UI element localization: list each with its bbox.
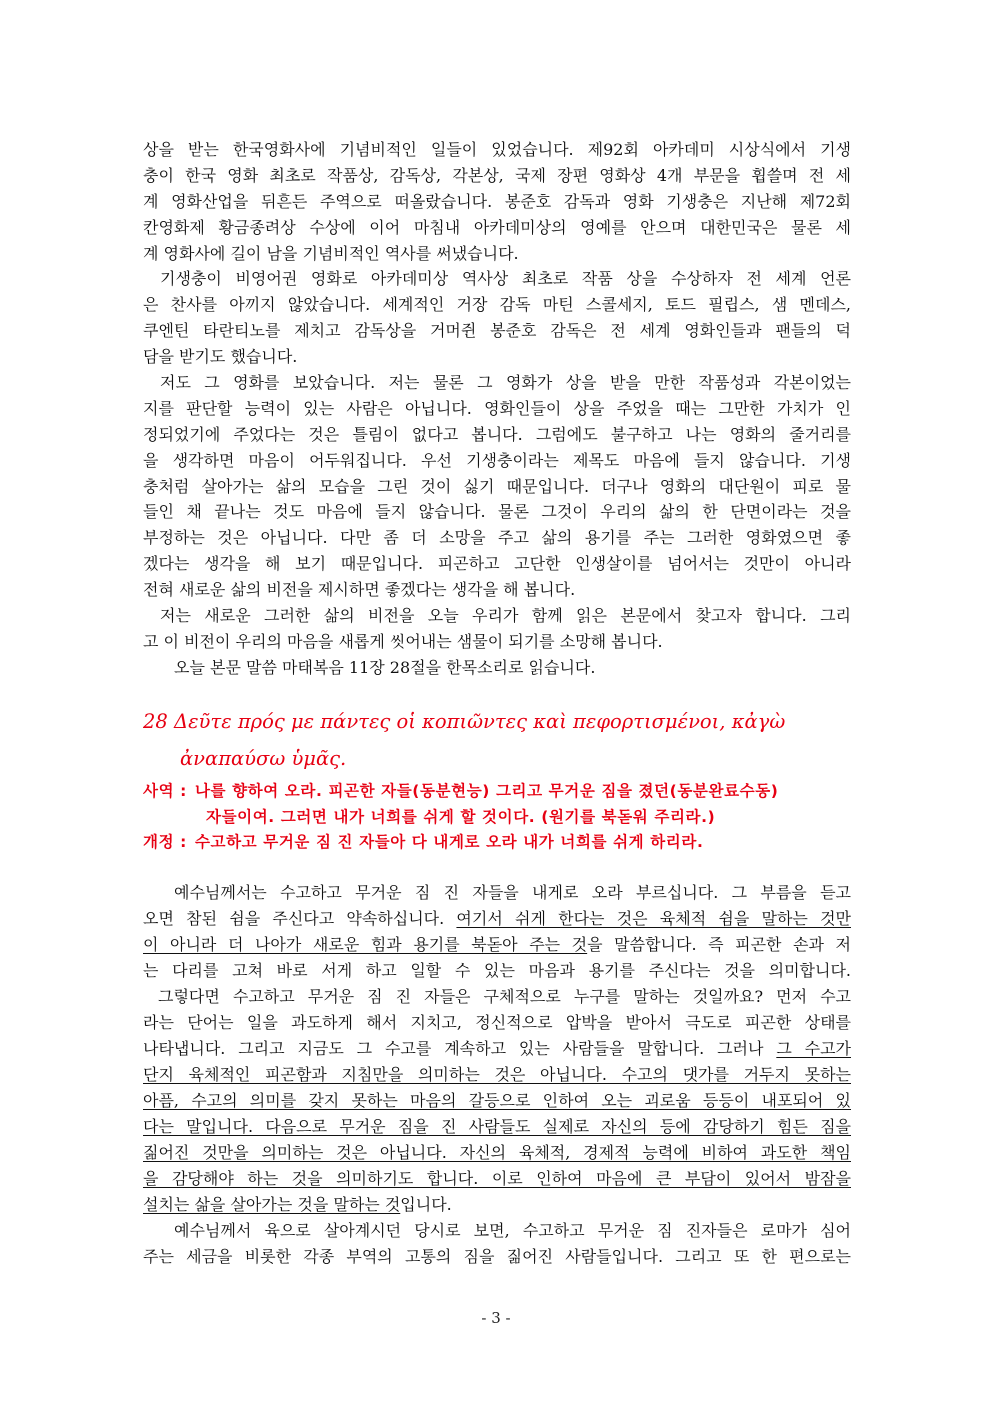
text-line: 지를 판단할 능력이 있는 사람은 아닙니다. 영화인들이 상을 주었을 때는 그만한 가치가 인 bbox=[143, 398, 851, 418]
text-segment: 주는 세금을 비롯한 각종 부역의 고통의 짐을 짊어진 사람들입니다. 그리고 또 한 편으로는 bbox=[143, 1247, 851, 1266]
underlined-text: 이 아니라 더 나아가 새로운 힘과 용기를 북돋아 주는 것 bbox=[143, 935, 588, 954]
greek-verse-line: 28 Δεῦτε πρός με πάντες οἱ κοπιῶντες καὶ πεφορτισμένοι, κἀγὼ bbox=[143, 710, 786, 733]
text-line: 부정하는 것은 아닙니다. 다만 좀 더 소망을 주고 삶의 용기를 주는 그러한 영화였으면 좋 bbox=[143, 528, 851, 548]
text-line bbox=[143, 1244, 851, 1270]
text-line bbox=[143, 880, 851, 906]
intro-section bbox=[143, 137, 851, 681]
text-line bbox=[143, 1088, 851, 1114]
text-line: 저도 그 영화를 보았습니다. 저는 물론 그 영화가 상을 받을 만한 작품성과 각본이었는 bbox=[160, 373, 851, 393]
text-line: 들인 채 끝나는 것도 마음에 들지 않습니다. 물론 그것이 우리의 삶의 한 단면이라는 것을 bbox=[143, 502, 851, 522]
text-line: 계 영화사에 길이 남을 기념비적인 역사를 써냈습니다. bbox=[143, 243, 519, 263]
text-line: 충처럼 살아가는 삶의 모습을 그린 것이 싫기 때문입니다. 더구나 영화의 대단원이 피로 물 bbox=[143, 476, 851, 496]
text-segment: 는 다리를 고쳐 바로 서게 하고 일할 수 있는 마음과 용기를 주신다는 것을 의미합니다. bbox=[143, 961, 851, 980]
literal-translation bbox=[143, 779, 851, 805]
text-segment: 을 말씀합니다. 즉 피곤한 손과 저 bbox=[587, 935, 851, 954]
text-line: 쿠엔틴 타란티노를 제치고 감독상을 거머쥔 봉준호 감독은 전 세계 영화인들과 팬들의 덕 bbox=[143, 321, 851, 341]
text-segment: 오면 참된 쉼을 주신다고 약속하십니다. bbox=[143, 909, 457, 928]
text-line: 담을 받기도 했습니다. bbox=[143, 347, 298, 367]
text-line bbox=[143, 1166, 851, 1192]
underlined-text: 을 감당해야 하는 것을 의미하기도 합니다. 이로 인하여 마음에 큰 부담이 있어서 밤잠을 bbox=[143, 1169, 851, 1188]
text-line bbox=[143, 1010, 851, 1036]
text-line: 계 영화산업을 뒤흔든 주역으로 떠올랐습니다. 봉준호 감독과 영화 기생충은 지난해 제72회 bbox=[143, 191, 851, 211]
text-line: 저는 새로운 그러한 삶의 비전을 오늘 우리가 함께 읽은 본문에서 찾고자 합니다. 그리 bbox=[160, 606, 851, 626]
literal-translation-label: 사역 : bbox=[143, 782, 187, 800]
text-segment: 예수님께서는 수고하고 무거운 짐 진 자들을 내게로 오라 부르십니다. 그 부름을 듣고 bbox=[174, 883, 851, 902]
underlined-text: 다는 말입니다. 다음으로 무거운 짐을 진 사람들도 실제로 자신의 등에 감당하기 힘든 짐을 bbox=[143, 1117, 851, 1136]
revised-translation-label: 개정 : bbox=[143, 833, 187, 851]
literal-translation-text: 나를 향하여 오라. 피곤한 자들(동분현능) 그리고 무거운 짐을 졌던(동분완료수동) bbox=[194, 782, 779, 800]
text-line: 겠다는 생각을 해 보기 때문입니다. 피곤하고 고단한 인생살이를 넘어서는 것만이 아니라 bbox=[143, 554, 851, 574]
text-line bbox=[143, 932, 851, 958]
underlined-text: 여기서 쉬게 한다는 것은 육체적 쉼을 말하는 것만 bbox=[456, 909, 851, 928]
text-segment: 나타냅니다. 그리고 지금도 그 수고를 계속하고 있는 사람들을 말합니다. 그러나 bbox=[143, 1039, 777, 1058]
text-line: 고 이 비전이 우리의 마음을 새롭게 씻어내는 샘물이 되기를 소망해 봅니다. bbox=[143, 631, 663, 651]
greek-verse-line: ἀναπαύσω ὑμᾶς. bbox=[180, 747, 347, 770]
underlined-text: 단지 육체적인 피곤함과 지침만을 의미하는 것은 아닙니다. 수고의 댓가를 거두지 못하는 bbox=[143, 1065, 851, 1084]
underlined-text: 아픔, 수고의 의미를 갖지 못하는 마음의 갈등으로 인하여 오는 괴로움 등등이 내포되어 있 bbox=[143, 1091, 851, 1110]
underlined-text: 짊어진 것만을 의미하는 것은 아닙니다. 자신의 육체적, 경제적 능력에 비하여 과도한 책임 bbox=[143, 1143, 851, 1162]
text-line: 정되었기에 주었다는 것은 틀림이 없다고 봅니다. 그럼에도 불구하고 나는 영화의 줄거리를 bbox=[143, 424, 851, 444]
greek-verse bbox=[143, 703, 851, 777]
text-segment: 입니다. bbox=[400, 1195, 452, 1214]
text-line bbox=[143, 1062, 851, 1088]
text-line bbox=[143, 1140, 851, 1166]
text-line bbox=[143, 1114, 851, 1140]
text-line: 상을 받는 한국영화사에 기념비적인 일들이 있었습니다. 제92회 아카데미 시상식에서 기생 bbox=[143, 140, 851, 159]
text-line: 을 생각하면 마음이 어두워집니다. 우선 기생충이라는 제목도 마음에 들지 않습니다. 기생 bbox=[143, 450, 851, 470]
text-line bbox=[143, 984, 851, 1010]
text-line bbox=[143, 1218, 851, 1244]
text-line: 기생충이 비영어권 영화로 아카데미상 역사상 최초로 작품 상을 수상하자 전 세계 언론 bbox=[160, 269, 851, 289]
text-line bbox=[143, 1192, 851, 1218]
page-number: - 3 - bbox=[481, 1309, 511, 1327]
text-line: 충이 한국 영화 최초로 작품상, 감독상, 각본상, 국제 장편 영화상 4개 부문을 휩쓸며 전 세 bbox=[143, 165, 851, 185]
text-line: 은 찬사를 아끼지 않았습니다. 세계적인 거장 감독 마틴 스콜세지, 토드 필립스, 샘 멘데스, bbox=[143, 295, 851, 315]
text-line bbox=[143, 958, 851, 984]
text-segment: 라는 단어는 일을 과도하게 해서 지치고, 정신적으로 압박을 받아서 극도로 피곤한 상태를 bbox=[143, 1013, 851, 1032]
underlined-text: 설치는 삶을 살아가는 것을 말하는 것 bbox=[143, 1195, 401, 1214]
text-segment: 그렇다면 수고하고 무거운 짐 진 자들은 구체적으로 누구를 말하는 것일까요? 먼저 수고 bbox=[158, 987, 851, 1006]
underlined-text: 그 수고가 bbox=[776, 1039, 851, 1058]
translation-section bbox=[143, 779, 851, 856]
text-line: 전혀 새로운 삶의 비전을 제시하면 좋겠다는 생각을 해 봅니다. bbox=[143, 580, 576, 600]
text-line bbox=[143, 906, 851, 932]
text-segment: 예수님께서 육으로 살아계시던 당시로 보면, 수고하고 무거운 짐 진자들은 로마가 심어 bbox=[174, 1221, 851, 1240]
literal-translation-continued: 자들이여. 그러면 내가 너희를 쉬게 할 것이다. (원기를 북돋워 주리라.) bbox=[206, 807, 716, 826]
text-line: 오늘 본문 말씀 마태복음 11장 28절을 한목소리로 읽습니다. bbox=[174, 657, 596, 677]
sermon-section bbox=[143, 880, 851, 1270]
text-line bbox=[143, 1036, 851, 1062]
revised-translation bbox=[143, 830, 851, 856]
text-line: 칸영화제 황금종려상 수상에 이어 마침내 아카데미상의 영예를 안으며 대한민국은 물론 세 bbox=[143, 217, 851, 237]
revised-translation-text: 수고하고 무거운 짐 진 자들아 다 내게로 오라 내가 너희를 쉬게 하리라. bbox=[194, 833, 704, 851]
